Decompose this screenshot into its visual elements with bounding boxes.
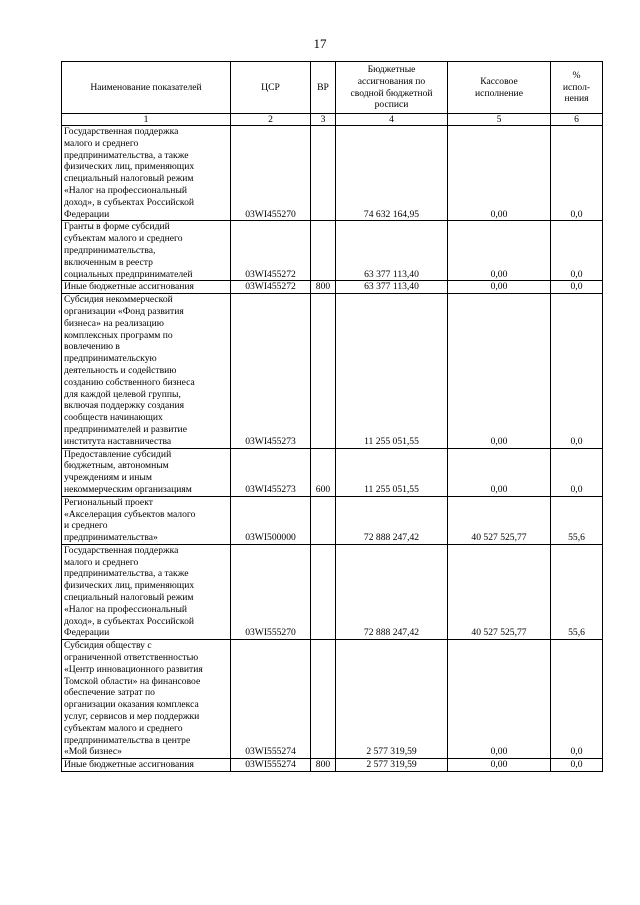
indicator-name-cell: Иные бюджетные ассигнования	[62, 281, 231, 294]
indicator-name-cell: Субсидия обществу с ограниченной ответственностью «Центр инновационного развития Томской области» на финансовое обеспечение затрат по организации оказания комплекса услуг, сервисов и мер поддержки субъектам малого и среднего предпринимательства в центре «Мой бизнес»	[62, 640, 231, 759]
column-number: 6	[551, 114, 603, 126]
table-row	[62, 281, 603, 294]
cash-execution-cell: 0,00	[448, 281, 551, 294]
csr-cell: 03WI555270	[231, 544, 311, 639]
cash-execution-cell: 40 527 525,77	[448, 544, 551, 639]
csr-cell: 03WI455273	[231, 294, 311, 448]
cash-execution-cell: 0,00	[448, 221, 551, 281]
execution-percent-cell: 0,0	[551, 126, 603, 221]
csr-cell: 03WI455273	[231, 448, 311, 496]
column-number: 2	[231, 114, 311, 126]
table-row	[62, 221, 603, 281]
execution-percent-cell: 0,0	[551, 281, 603, 294]
budget-execution-table	[61, 61, 603, 772]
execution-percent-cell: 0,0	[551, 221, 603, 281]
table-row	[62, 640, 603, 759]
budget-amount-cell: 11 255 051,55	[336, 448, 448, 496]
column-number-row	[62, 114, 603, 126]
header-budget-allocations: Бюджетные ассигнования по сводной бюджетной росписи	[336, 62, 448, 114]
cash-execution-cell: 0,00	[448, 448, 551, 496]
header-execution-percent: % испол- нения	[551, 62, 603, 114]
budget-amount-cell: 2 577 319,59	[336, 640, 448, 759]
cash-execution-cell: 0,00	[448, 294, 551, 448]
budget-amount-cell: 2 577 319,59	[336, 759, 448, 772]
budget-amount-cell: 72 888 247,42	[336, 496, 448, 544]
csr-cell: 03WI455270	[231, 126, 311, 221]
csr-cell: 03WI455272	[231, 281, 311, 294]
header-vr: ВР	[311, 62, 336, 114]
budget-amount-cell: 74 632 164,95	[336, 126, 448, 221]
cash-execution-cell: 0,00	[448, 126, 551, 221]
csr-cell: 03WI555274	[231, 759, 311, 772]
table-row	[62, 126, 603, 221]
indicator-name-cell: Государственная поддержка малого и среднего предпринимательства, а также физических лиц, применяющих специальный налоговый режим «Налог на профессиональный доход», в субъектах Российской Федерации	[62, 544, 231, 639]
column-number: 4	[336, 114, 448, 126]
execution-percent-cell: 0,0	[551, 448, 603, 496]
budget-amount-cell: 63 377 113,40	[336, 281, 448, 294]
column-number: 1	[62, 114, 231, 126]
csr-cell: 03WI455272	[231, 221, 311, 281]
execution-percent-cell: 55,6	[551, 544, 603, 639]
indicator-name-cell: Иные бюджетные ассигнования	[62, 759, 231, 772]
column-number: 5	[448, 114, 551, 126]
indicator-name-cell: Субсидия некоммерческой организации «Фонд развития бизнеса» на реализацию комплексных программ по вовлечению в предпринимательскую деятельность и содействию созданию собственного бизнеса для каждой целевой группы, включая поддержку создания сообществ начинающих предпринимателей и развитие института наставничества	[62, 294, 231, 448]
indicator-name-cell: Государственная поддержка малого и среднего предпринимательства, а также физических лиц, применяющих специальный налоговый режим «Налог на профессиональный доход», в субъектах Российской Федерации	[62, 126, 231, 221]
csr-cell: 03WI500000	[231, 496, 311, 544]
execution-percent-cell: 0,0	[551, 294, 603, 448]
execution-percent-cell: 0,0	[551, 640, 603, 759]
vr-cell	[311, 640, 336, 759]
table-row	[62, 544, 603, 639]
execution-percent-cell: 0,0	[551, 759, 603, 772]
vr-cell: 600	[311, 448, 336, 496]
header-indicator-name: Наименование показателей	[62, 62, 231, 114]
vr-cell: 800	[311, 281, 336, 294]
vr-cell	[311, 294, 336, 448]
header-cash-execution: Кассовое исполнение	[448, 62, 551, 114]
vr-cell: 800	[311, 759, 336, 772]
table-row	[62, 759, 603, 772]
vr-cell	[311, 221, 336, 281]
cash-execution-cell: 0,00	[448, 640, 551, 759]
page-number: 17	[313, 36, 327, 51]
column-number: 3	[311, 114, 336, 126]
vr-cell	[311, 126, 336, 221]
budget-amount-cell: 72 888 247,42	[336, 544, 448, 639]
vr-cell	[311, 544, 336, 639]
indicator-name-cell: Гранты в форме субсидий субъектам малого и среднего предпринимательства, включенным в реестр социальных предпринимателей	[62, 221, 231, 281]
csr-cell: 03WI555274	[231, 640, 311, 759]
indicator-name-cell: Предоставление субсидий бюджетным, автономным учреждениям и иным некоммерческим организациям	[62, 448, 231, 496]
vr-cell	[311, 496, 336, 544]
table-row	[62, 448, 603, 496]
indicator-name-cell: Региональный проект «Акселерация субъектов малого и среднего предпринимательства»	[62, 496, 231, 544]
cash-execution-cell: 40 527 525,77	[448, 496, 551, 544]
budget-amount-cell: 11 255 051,55	[336, 294, 448, 448]
header-csr: ЦСР	[231, 62, 311, 114]
cash-execution-cell: 0,00	[448, 759, 551, 772]
table-header-row	[62, 62, 603, 114]
table-row	[62, 496, 603, 544]
budget-amount-cell: 63 377 113,40	[336, 221, 448, 281]
execution-percent-cell: 55,6	[551, 496, 603, 544]
table-row	[62, 294, 603, 448]
